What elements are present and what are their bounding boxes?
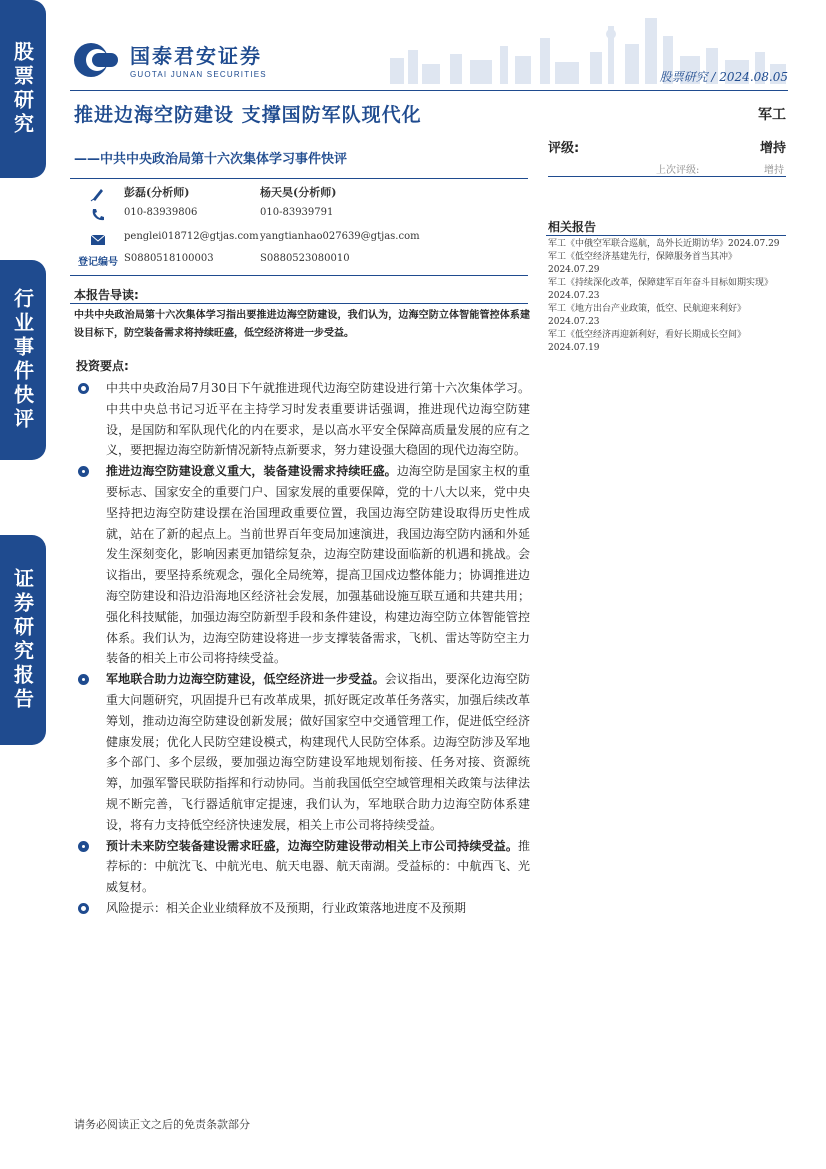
rating-value: 增持 — [759, 141, 786, 156]
bullet-icon — [78, 903, 89, 914]
report-title: 推进边海空防建设 支撑国防军队现代化 — [74, 104, 422, 126]
investment-point: 风险提示：相关企业业绩释放不及预期，行业政策落地进度不及预期 — [74, 898, 530, 919]
subtitle-divider — [70, 178, 528, 179]
analyst-2-phone: 010-83939791 — [260, 207, 334, 218]
company-logo — [74, 40, 267, 79]
related-reports-divider — [546, 235, 786, 236]
investment-point: 预计未来防空装备建设需求旺盛，边海空防建设带动相关上市公司持续受益。推荐标的：中航沈飞、中航光电、航天电器、航天南湖。受益标的：中航西飞、光威复材。 — [74, 836, 530, 898]
analyst-1-email[interactable]: penglei018712@gtjas.com — [124, 231, 259, 242]
sector-label: 军工 — [758, 107, 786, 123]
guide-title: 本报告导读: — [74, 288, 139, 302]
analyst-divider — [70, 275, 528, 276]
previous-rating-label: 上次评级: — [656, 165, 700, 176]
email-icon — [90, 231, 106, 247]
rating-label: 评级: — [548, 141, 580, 156]
previous-rating-row — [548, 159, 786, 177]
related-report-item[interactable]: 军工《低空经济基建先行，保障服务首当其冲》2024.07.29 — [548, 252, 738, 275]
header-divider — [70, 90, 788, 91]
analyst-2-reg: S0880523080010 — [260, 253, 350, 264]
analyst-2-email[interactable]: yangtianhao027639@gtjas.com — [260, 231, 420, 242]
report-meta: 股票研究 / 2024.08.05 — [659, 70, 788, 84]
investment-point: 中共中央政治局7月30日下午就推进现代边海空防建设进行第十六次集体学习。中共中央总书记习近平在主持学习时发表重要讲话强调，推进现代边海空防建设，是国防和军队现代化的内在要求，是以高水平安全保障高质量发展的应有之义，要把握边海空防新情况新特点新要求，努力建设强大稳固的现代边海空防。 — [74, 378, 530, 461]
company-name-en: GUOTAI JUNAN SECURITIES — [130, 70, 267, 79]
bullet-icon — [78, 466, 89, 477]
investment-points-title: 投资要点: — [76, 359, 129, 373]
bullet-icon — [78, 383, 89, 394]
related-report-item[interactable]: 军工《地方出台产业政策，低空、民航迎来利好》2024.07.23 — [548, 304, 747, 327]
report-subtitle: ——中共中央政治局第十六次集体学习事件快评 — [74, 152, 348, 167]
guide-divider — [70, 303, 528, 304]
disclaimer-footer: 请务必阅读正文之后的免责条款部分 — [74, 1118, 250, 1131]
analyst-1-reg: S0880518100003 — [124, 253, 214, 264]
analyst-1-phone: 010-83939806 — [124, 207, 198, 218]
analyst-1-name: 彭磊(分析师) — [124, 186, 190, 199]
investment-points — [74, 378, 530, 919]
bullet-icon — [78, 841, 89, 852]
related-report-item[interactable]: 军工《持续深化改革，保障建军百年奋斗目标如期实现》2024.07.23 — [548, 278, 774, 301]
bullet-icon — [78, 674, 89, 685]
analyst-2-name: 杨天昊(分析师) — [260, 186, 337, 199]
registration-label: 登记编号 — [78, 257, 118, 268]
pen-icon — [90, 186, 106, 202]
sidebar-tab-securities-report: 证券研究报告 — [0, 535, 46, 745]
previous-rating-value: 增持 — [764, 165, 784, 176]
sidebar-tab-event-review: 行业事件快评 — [0, 260, 46, 460]
investment-point: 推进边海空防建设意义重大，装备建设需求持续旺盛。边海空防是国家主权的重要标志、国家安全的重要门户、国家发展的重要保障，党的十八大以来，党中央坚持把边海空防建设摆在治国理政重要位置，我国边海空防建设取得历史性成就，站在了新的起点上。当前世界百年变局加速演进，我国边海空防内涵和外延发生深刻变化，影响因素更加错综复杂，边海空防建设面临新的机遇和挑战。会议指出，要坚持系统观念，强化全局统筹，提高卫国戍边整体能力；协调推进边海空防建设和沿边沿海地区经济社会发展，加强基础设施互联互通和共建共用；强化科技赋能，加强边海空防新型手段和条件建设，构建边海空防立体智能管控体系。我们认为，边海空防建设将进一步支撑装备需求，飞机、雷达等防空主力装备的相关上市公司将持续受益。 — [74, 461, 530, 669]
phone-icon — [90, 207, 106, 223]
company-name-cn: 国泰君安证券 — [130, 44, 262, 68]
related-reports-list — [548, 238, 788, 355]
related-report-item[interactable]: 军工《低空经济再迎新利好，看好长期成长空间》2024.07.19 — [548, 330, 747, 353]
related-reports-title: 相关报告 — [548, 220, 597, 234]
related-report-item[interactable]: 军工《中俄空军联合巡航，岛外长近期访华》2024.07.29 — [548, 239, 780, 249]
logo-icon — [74, 43, 126, 77]
guide-text: 中共中央政治局第十六次集体学习指出要推进边海空防建设，我们认为，边海空防立体智能管控体系建设目标下，防空装备需求将持续旺盛，低空经济将进一步受益。 — [74, 310, 530, 339]
sidebar-tab-stock-research: 股票研究 — [0, 0, 46, 178]
investment-point: 军地联合助力边海空防建设，低空经济进一步受益。会议指出，要深化边海空防重大问题研究，巩固提升已有改革成果，抓好既定改革任务落实，加强后续改革筹划，推动边海空防建设创新发展；做好国家空中交通管理工作，促进低空经济健康发展；优化人民防空建设模式，构建现代人民防空体系。边海空防涉及军地多个部门、多个层级，要加强边海空防建设军地规划衔接、任务对接、资源统筹，加强军警民联防指挥和行动协同。当前我国低空空域管理相关政策与法律法规不断完善，飞行器适航审定提速，我们认为，军地联合助力边海空防体系建设，将有力支持低空经济快速发展，相关上市公司将持续受益。 — [74, 669, 530, 835]
